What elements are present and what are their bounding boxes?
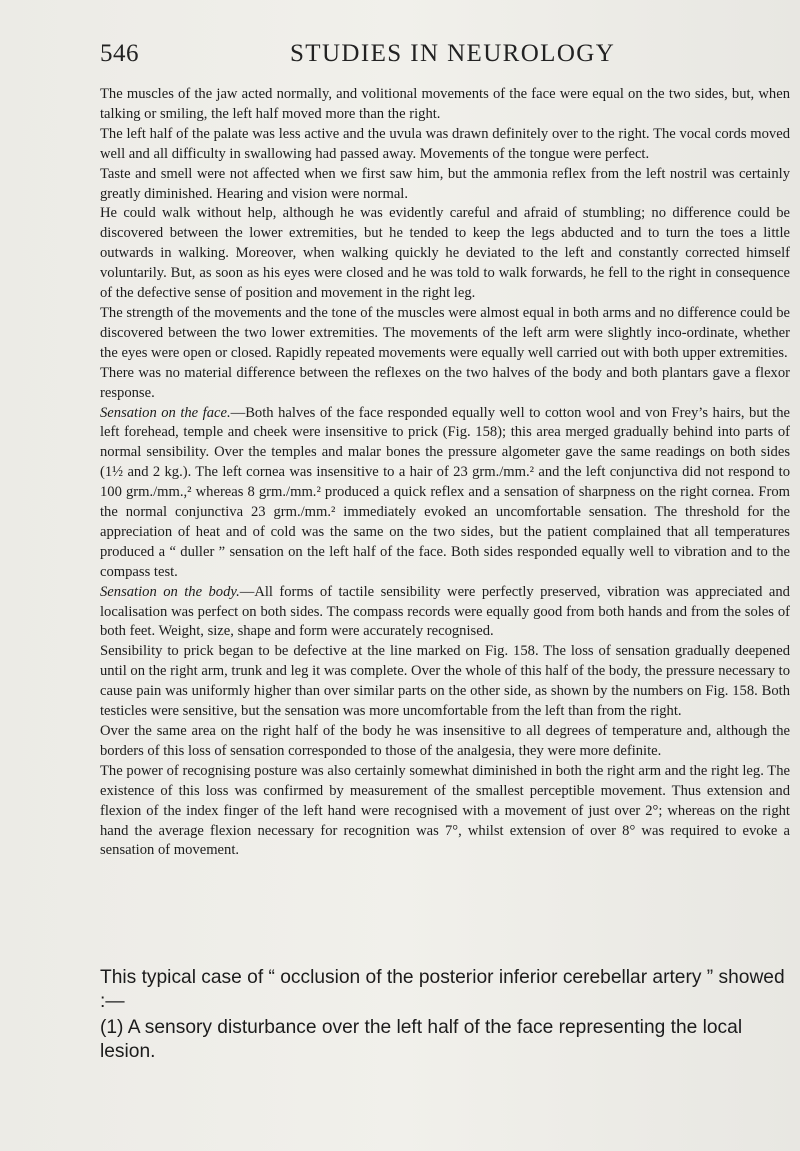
paragraph: Over the same area on the right half of the body he was insensitive to all degrees of temperature and, although the borders of this loss of sensation corresponded to those of the analgesia, they were more definite.: [100, 723, 790, 759]
page-number: 546: [100, 40, 139, 67]
case-summary: [100, 966, 790, 1066]
paragraph-text: —All forms of tactile sensibility were perfectly preserved, vibration was appreciated and localisation was perfect on both sides. The compass records were equally good from both hands and from the soles of both feet. Weight, size, shape and form were accurately recognised.: [100, 583, 790, 640]
page-header: [100, 40, 760, 72]
summary-point: (1) A sensory disturbance over the left half of the face representing the local lesion.: [100, 1017, 743, 1062]
paragraph: He could walk without help, although he was evidently careful and afraid of stumbling; no difference could be discovered between the lower extremities, but he tended to keep the legs abducted and to turn the toes a little outwards in walking. Moreover, when walking quickly he deviated to the left and constantly corrected himself voluntarily. But, as soon as his eyes were closed and he was told to walk forwards, he fell to the right in consequence of the defective sense of position and movement in the right leg.: [100, 205, 790, 302]
paragraph-text: —Both halves of the face responded equally well to cotton wool and von Frey’s hairs, but the left forehead, temple and cheek were insensitive to prick (Fig. 158); this area merged gradually behind into parts of normal sensibility. Over the temples and malar bones the pressure algometer gave the same readings on both sides (1½ and 2 kg.). The left cornea was insensitive to a hair of 23 grm./mm.² and the left conjunctiva did not respond to 100 grm./mm.,² whereas 8 grm./mm.² produced a quick reflex and a sensation of sharpness on the right cornea. From the normal conjunctiva 23 grm./mm.² immediately evoked an uncomfortable sensation. The threshold for the appreciation of heat and of cold was the same on the two sides, but the patient complained that all temperatures produced a “ duller ” sensation on the left half of the face. Both sides responded equally well to vibration and to the compass test.: [100, 404, 790, 580]
section-lead: Sensation on the body.: [100, 583, 240, 600]
paragraph: [100, 583, 790, 643]
body-text: [100, 85, 790, 861]
paragraph: [100, 404, 790, 583]
paragraph: Taste and smell were not affected when we first saw him, but the ammonia reflex from the left nostril was certainly greatly diminished. Hearing and vision were normal.: [100, 165, 790, 202]
paragraph: Sensibility to prick began to be defective at the line marked on Fig. 158. The loss of sensation gradually deepened until on the right arm, trunk and leg it was complete. Over the whole of this half of the body, the pressure necessary to cause pain was uniformly higher than over similar parts on the other side, as shown by the numbers on Fig. 158. Both testicles were sensitive, but the sensation was more uncomfortable from the left than from the right.: [100, 643, 790, 720]
paragraph: The strength of the movements and the tone of the muscles were almost equal in both arms and no difference could be discovered between the two lower extremities. The movements of the left arm were slightly inco-ordinate, whether the eyes were open or closed. Rapidly repeated movements were equally well carried out with both upper extremities.: [100, 304, 790, 361]
paragraph: The left half of the palate was less active and the uvula was drawn definitely over to the right. The vocal cords moved well and all difficulty in swallowing had passed away. Movements of the tongue were perfect.: [100, 125, 790, 162]
paragraph: There was no material difference between the reflexes on the two halves of the body and both plantars gave a flexor response.: [100, 364, 790, 401]
summary-intro: This typical case of “ occlusion of the posterior inferior cerebellar artery ” showed :—: [100, 967, 785, 1012]
running-title: STUDIES IN NEUROLOGY: [290, 40, 616, 67]
paragraph: The power of recognising posture was also certainly somewhat diminished in both the right arm and the right leg. The existence of this loss was confirmed by measurement of the smallest perceptible movement. Thus extension and flexion of the index finger of the left hand were recognised with a movement of just over 2°; whereas on the right hand the average flexion necessary for recognition was 7°, whilst extension of over 8° was required to evoke a sensation of movement.: [100, 762, 790, 859]
section-lead: Sensation on the face.: [100, 404, 231, 421]
paragraph: The muscles of the jaw acted normally, and volitional movements of the face were equal on the two sides, but, when talking or smiling, the left half moved more than the right.: [100, 86, 790, 122]
